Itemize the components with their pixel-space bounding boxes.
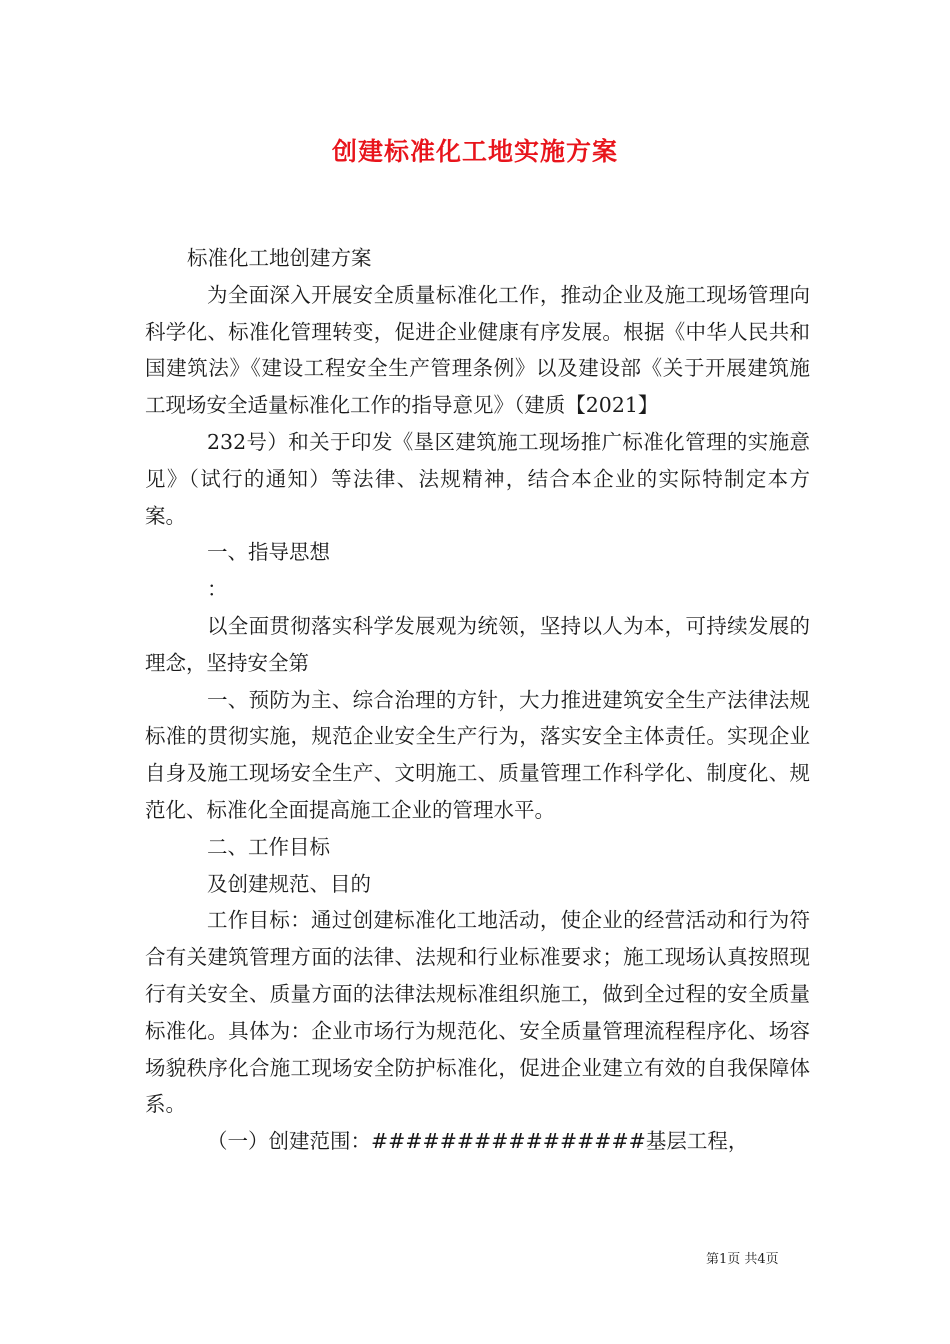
paragraph-guiding-policy: 一、预防为主、综合治理的方针，大力推进建筑安全生产法律法规标准的贯彻实施，规范企业安全生产行为，落实安全主体责任。实现企业自身及施工现场安全生产、文明施工、质量管理工作科学化、制度化、规范化、标准化全面提高施工企业的管理水平。: [145, 687, 810, 822]
paragraph-work-goals: 工作目标：通过创建标准化工地活动，使企业的经营活动和行为符合有关建筑管理方面的法律、法规和行业标准要求；施工现场认真按照现行有关安全、质量方面的法律法规标准组织施工，做到全过程的安全质量标准化。具体为：企业市场行为规范化、安全质量管理流程程序化、场容场貌秩序化合施工现场安全防护标准化，促进企业建立有效的自我保障体系。: [145, 908, 810, 1117]
section-heading-guiding-thought: 一、指导思想: [207, 540, 330, 565]
paragraph-intro: 为全面深入开展安全质量标准化工作，推动企业及施工现场管理向科学化、标准化管理转变，促进企业健康有序发展。根据《中华人民共和国建筑法》《建设工程安全生产管理条例》以及建设部《关于开展建筑施工现场安全适量标准化工作的指导意见》（建质【2021】: [145, 282, 810, 418]
paragraph-colon: ：: [207, 577, 228, 602]
document-title: 创建标准化工地实施方案: [331, 137, 618, 166]
paragraph-goals-scope: 及创建规范、目的: [207, 871, 371, 896]
paragraph-creation-scope: （一）创建范围：################基层工程，: [207, 1129, 749, 1154]
section-heading-work-goals: 二、工作目标: [207, 834, 330, 859]
paragraph-intro-continued: 232号）和关于印发《垦区建筑施工现场推广标准化管理的实施意见》（试行的通知）等法律、法规精神，结合本企业的实际特制定本方案。: [145, 429, 810, 528]
page-number: 第1页 共4页: [706, 1252, 779, 1267]
paragraph-guiding-thought: 以全面贯彻落实科学发展观为统领，坚持以人为本，可持续发展的理念，坚持安全第: [145, 613, 810, 675]
paragraph-subtitle: 标准化工地创建方案: [187, 246, 372, 270]
document-body: [145, 240, 810, 1160]
